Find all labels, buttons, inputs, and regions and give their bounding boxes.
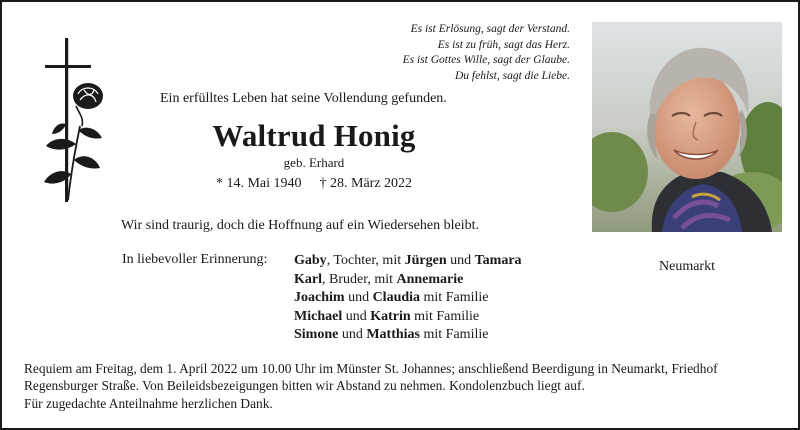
mourner-name: Annemarie: [396, 271, 464, 287]
mourner-name: Tamara: [474, 253, 522, 268]
mourner-text: und: [338, 327, 367, 343]
place-name: Neumarkt: [659, 259, 715, 274]
mourner-line: [294, 308, 522, 327]
poem-line: Es ist Gottes Wille, sagt der Glaube.: [402, 54, 570, 66]
deceased-name: Waltrud Honig: [212, 118, 416, 153]
mourner-line: [294, 289, 522, 308]
mourner-text: mit Familie: [410, 308, 480, 324]
mourner-line: [294, 252, 522, 271]
mourner-name: Karl: [294, 271, 322, 287]
mourners-list: [294, 252, 522, 345]
mourner-name: Gaby: [294, 253, 327, 268]
mourner-line: [294, 326, 522, 345]
life-dates: [152, 176, 476, 192]
hope-line: Wir sind traurig, doch die Hoffnung auf ein Wiedersehen bleibt.: [121, 218, 479, 233]
mourner-name: Katrin: [370, 308, 411, 324]
footer-line: Für zugedachte Anteilnahme herzlichen Dank.: [24, 395, 273, 411]
footer-line: Requiem am Freitag, dem 1. April 2022 um 10.00 Uhr im Münster St. Johannes; anschließend Beerdigung in Neumarkt, Friedhof: [24, 361, 718, 376]
mourner-name: Matthias: [366, 327, 421, 343]
mourner-name: Jürgen: [404, 253, 447, 268]
footer-line: Regensburger Straße. Von Beileidsbezeigungen bitten wir Abstand zu nehmen. Kondolenzbuch liegt auf.: [24, 378, 585, 394]
mourner-name: Simone: [294, 327, 339, 343]
birth-name: geb. Erhard: [283, 155, 345, 170]
mourner-name: Claudia: [372, 290, 421, 306]
mourner-line: [294, 271, 522, 290]
mourner-text: und: [446, 253, 475, 268]
memory-label: In liebevoller Erinnerung:: [122, 252, 268, 267]
mourner-text: , Tochter, mit: [326, 253, 405, 268]
poem: [330, 22, 570, 84]
death-date: † 28. März 2022: [319, 176, 413, 191]
mourner-name: Michael: [294, 308, 343, 324]
portrait-photo: [592, 22, 782, 232]
mourner-text: und: [342, 308, 371, 324]
intro-text: Ein erfülltes Leben hat seine Vollendung gefunden.: [160, 91, 447, 106]
poem-line: Es ist zu früh, sagt das Herz.: [437, 38, 570, 51]
mourner-text: mit Familie: [420, 290, 489, 306]
mourner-text: und: [344, 290, 373, 306]
poem-line: Es ist Erlösung, sagt der Verstand.: [410, 23, 570, 35]
birth-date: * 14. Mai 1940: [215, 176, 302, 191]
mourner-text: mit Familie: [420, 327, 489, 343]
cross-with-rose-icon: [32, 34, 117, 206]
mourner-name: Joachim: [294, 290, 345, 306]
funeral-details: [24, 360, 784, 412]
poem-line: Du fehlst, sagt die Liebe.: [455, 69, 570, 82]
mourner-text: , Bruder, mit: [322, 271, 397, 287]
